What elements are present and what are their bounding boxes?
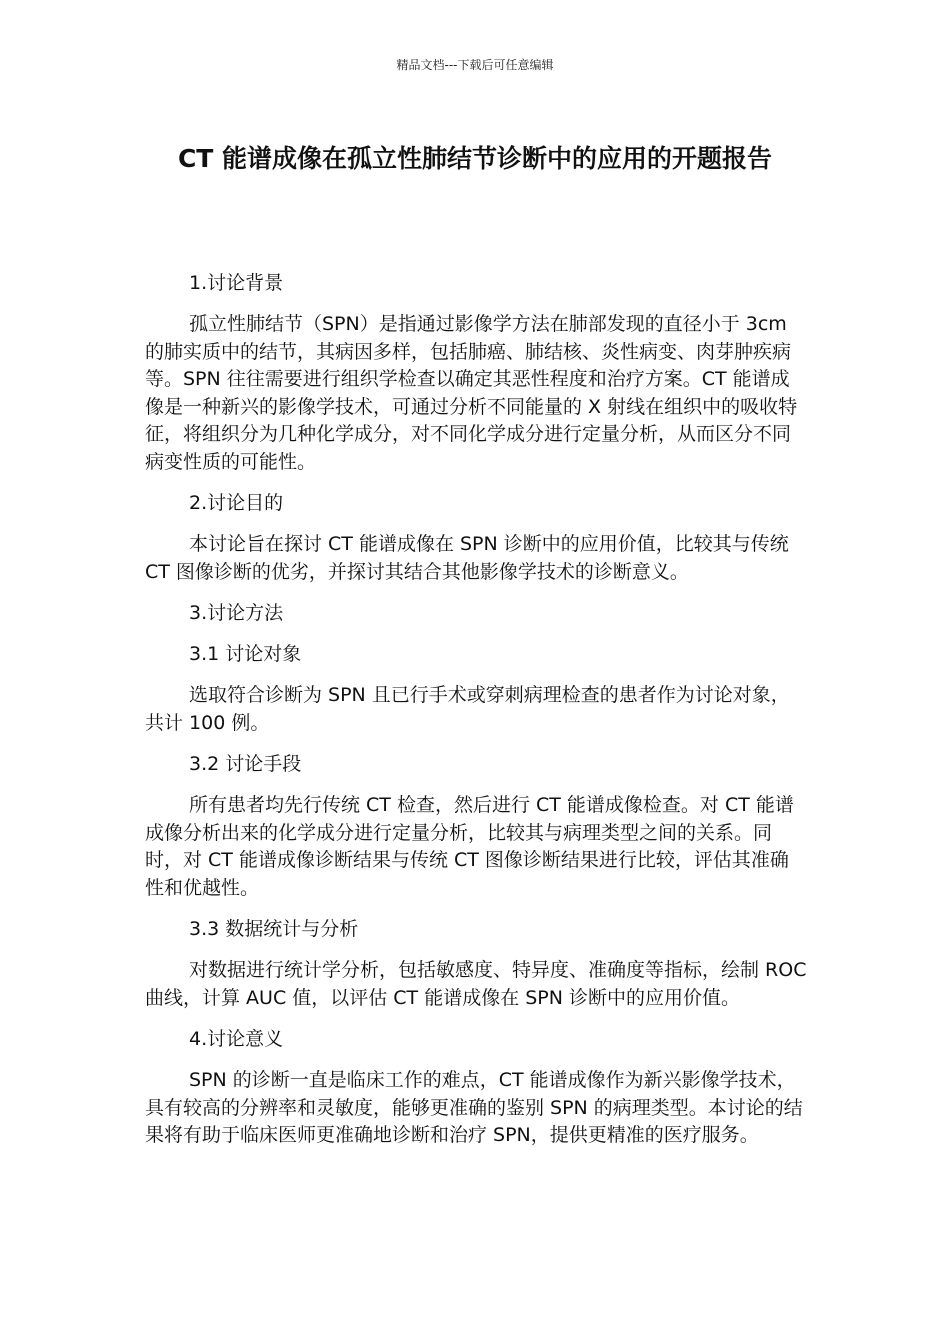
section-heading-significance: 4.讨论意义 — [189, 1028, 284, 1050]
subsection-heading-subjects: 3.1 讨论对象 — [189, 643, 302, 665]
section-heading-methods: 3.讨论方法 — [189, 602, 284, 624]
subsection-paragraph-statistics: 对数据进行统计学分析，包括敏感度、特异度、准确度等指标，绘制 ROC 曲线，计算 AUC 值，以评估 CT 能谱成像在 SPN 诊断中的应用价值。 — [145, 959, 807, 1009]
subsection-heading-statistics: 3.3 数据统计与分析 — [189, 918, 359, 940]
subsection-paragraph-subjects: 选取符合诊断为 SPN 且已行手术或穿刺病理检查的患者作为讨论对象，共计 100 例。 — [145, 684, 790, 734]
document-body — [145, 270, 807, 1164]
section-heading-purpose: 2.讨论目的 — [189, 492, 284, 514]
document-title: CT 能谱成像在孤立性肺结节诊断中的应用的开题报告 — [177, 144, 773, 173]
section-paragraph-significance: SPN 的诊断一直是临床工作的难点，CT 能谱成像作为新兴影像学技术，具有较高的分辨率和灵敏度，能够更准确的鉴别 SPN 的病理类型。本讨论的结果将有助于临床医师更准确地诊断和治疗 SPN，提供更精准的医疗服务。 — [145, 1069, 803, 1146]
section-paragraph-purpose: 本讨论旨在探讨 CT 能谱成像在 SPN 诊断中的应用价值，比较其与传统 CT 图像诊断的优劣，并探讨其结合其他影像学技术的诊断意义。 — [145, 533, 789, 583]
subsection-heading-means: 3.2 讨论手段 — [189, 753, 302, 775]
section-heading-background: 1.讨论背景 — [189, 272, 284, 294]
subsection-paragraph-means: 所有患者均先行传统 CT 检查，然后进行 CT 能谱成像检查。对 CT 能谱成像分析出来的化学成分进行定量分析，比较其与病理类型之间的关系。同时，对 CT 能谱成像诊断结果与传统 CT 图像诊断结果进行比较，评估其准确性和优越性。 — [145, 794, 794, 899]
section-paragraph-background: 孤立性肺结节（SPN）是指通过影像学方法在肺部发现的直径小于 3cm 的肺实质中的结节，其病因多样，包括肺癌、肺结核、炎性病变、肉芽肿疾病等。SPN 往往需要进行组织学检查以确定其恶性程度和治疗方案。CT 能谱成像是一种新兴的影像学技术，可通过分析不同能量的 X 射线在组织中的吸收特征，将组织分为几种化学成分，对不同化学成分进行定量分析，从而区分不同病变性质的可能性。 — [145, 313, 798, 473]
page-header: 精品文档---下载后可任意编辑 — [396, 58, 554, 72]
